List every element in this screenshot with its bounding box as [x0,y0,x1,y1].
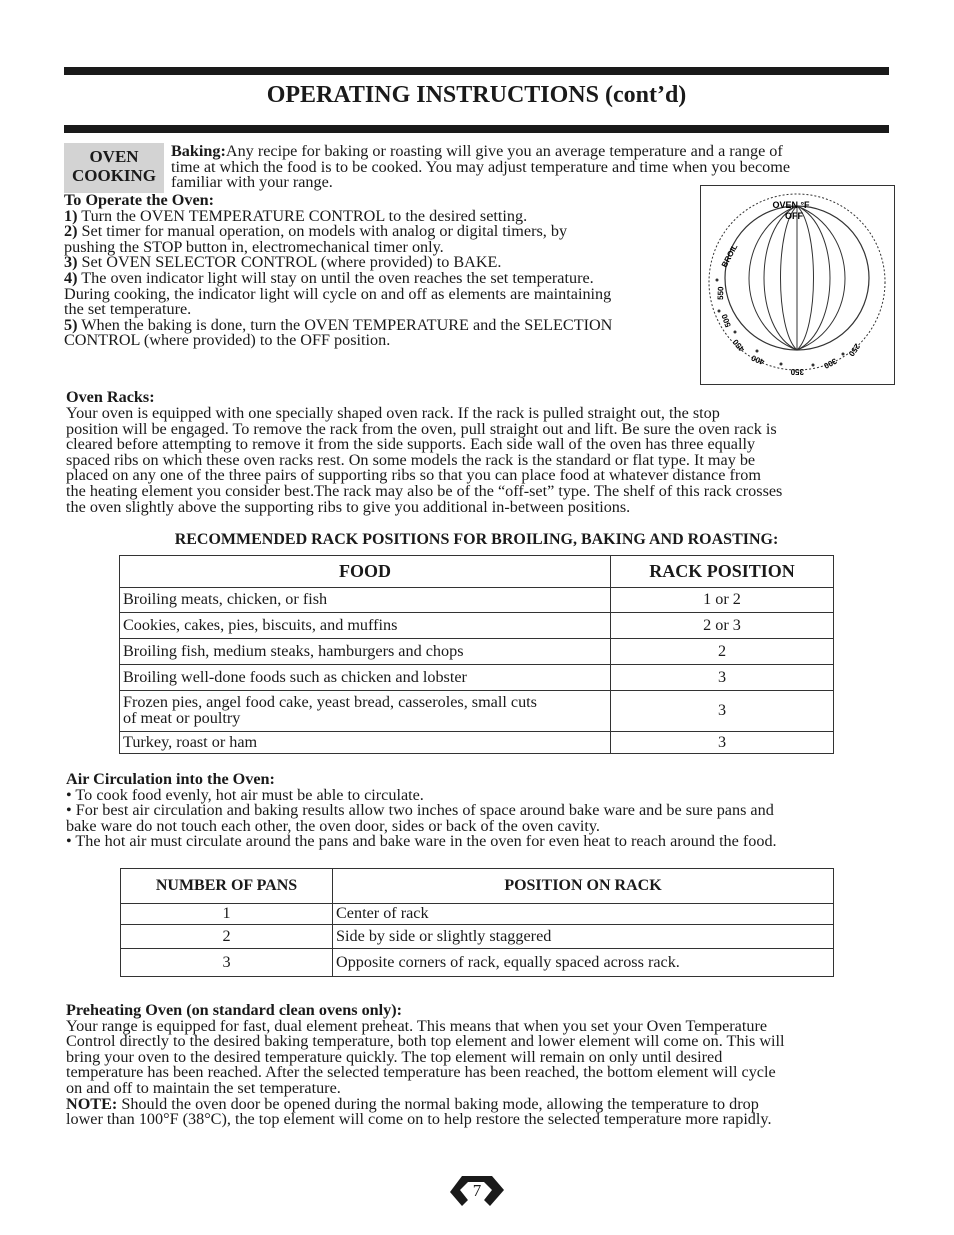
page-number: 7 [472,1181,482,1200]
baking-line: time at which the food is to be cooked. You may adjust temperature and time when you become [171,157,791,176]
operate-section [64,193,612,349]
step-text: the set temperature. [64,300,192,319]
step-number: 4) [64,268,78,287]
oven-racks-line: placed on any one of the three pairs of supporting ribs so that you can place food at whatever distance from [66,466,761,485]
pan-count-cell: 2 [121,925,333,949]
air-line: • For best air circulation and baking results allow two inches of space around bake ware and be sure pans and [66,801,774,820]
rack-table-header-position: RACK POSITION [611,556,834,588]
rack-table-caption: RECOMMENDED RACK POSITIONS FOR BROILING, BAKING AND ROASTING: [174,531,779,548]
oven-racks-heading: Oven Racks: [66,388,155,406]
preheating-section [66,1003,785,1128]
pan-position-cell: Side by side or slightly staggered [333,925,834,949]
baking-paragraph [171,144,790,191]
pan-count-cell: 1 [121,904,333,925]
pans-table-header-position: POSITION ON RACK [333,869,834,904]
preheat-line: bring your oven to the desired temperature quickly. The top element will remain on only until desired [66,1047,723,1066]
table-row [120,613,834,639]
air-line: • To cook food evenly, hot air must be able to circulate. [66,785,424,804]
oven-racks-body [66,406,782,515]
dial-top-label: OVEN °F [772,200,810,210]
pans-table-header-number: NUMBER OF PANS [121,869,333,904]
dial-mark: 350 [790,367,804,376]
note-label: NOTE: [66,1094,118,1113]
oven-cooking-label [64,143,164,193]
note-line: lower than 100°F (38°C), the top element will come on to help restore the selected temperature more rapidly. [66,1110,772,1129]
dial-mark: BROIL [719,242,740,269]
oven-racks-line: the heating element you consider best.The rack may also be of the “off-set” type. The shelf of this rack crosses [66,481,783,500]
step-text: pushing the STOP button in, electromechanical timer only. [64,237,444,256]
food-cell [120,691,611,732]
pan-count-cell: 3 [121,949,333,977]
top-rule [64,67,889,75]
step-text: When the baking is done, turn the OVEN TEMPERATURE and the SELECTION [81,315,613,334]
title-bottom-rule [64,125,889,133]
step-text: The oven indicator light will stay on until the oven reaches the set temperature. [81,268,594,287]
oven-cooking-label-line1: OVEN [89,147,139,166]
dial-mark: 550 [716,286,726,301]
step-text: Set timer for manual operation, on models with analog or digital timers, by [81,222,568,241]
food-cell: Broiling fish, medium steaks, hamburgers and chops [120,639,611,665]
dial-mark: 400 [749,353,766,367]
page-number-badge [448,1172,506,1212]
operate-heading: To Operate the Oven: [64,191,215,209]
step-text: During cooking, the indicator light will cycle on and off as elements are maintaining [64,284,612,303]
food-cell-line: of meat or poultry [123,709,241,727]
air-circulation-section [66,772,777,850]
air-line: • The hot air must circulate around the pans and bake ware in the oven for even heat to reach around the food. [66,832,777,851]
rack-positions-table [119,555,834,754]
pans-table [120,868,834,977]
step-text: Set OVEN SELECTOR CONTROL (where provided) to BAKE. [81,253,502,272]
table-row [121,925,834,949]
step-number: 5) [64,315,78,334]
dial-mark: 500 [719,312,733,329]
oven-dial-svg [701,186,894,384]
food-cell: Broiling meats, chicken, or fish [120,588,611,613]
preheat-line: Control directly to the desired baking temperature, both top element and lower element will come on. This will [66,1032,785,1051]
air-line: bake ware do not touch each other, the oven door, sides or back of the oven cavity. [66,816,600,835]
position-cell: 2 [611,639,834,665]
oven-dial-illustration [700,185,895,385]
step-number: 1) [64,206,78,225]
pan-position-cell: Center of rack [333,904,834,925]
dial-mark: 250 [846,341,862,358]
rack-table-header-food: FOOD [120,556,611,588]
dial-mark: 450 [731,337,747,354]
table-row [120,639,834,665]
baking-line: Any recipe for baking or roasting will give you an average temperature and a range of [225,142,783,160]
oven-racks-line: position will be engaged. To remove the rack from the oven, pull straight out and lift. Be sure the oven rack is [66,419,777,438]
table-row [121,949,834,977]
preheat-heading: Preheating Oven (on standard clean ovens only): [66,1001,403,1019]
baking-line: familiar with your range. [171,173,333,192]
baking-heading: Baking: [171,142,226,160]
table-row [120,588,834,613]
preheat-line: Your range is equipped for fast, dual element preheat. This means that when you set your Oven Temperature [66,1016,768,1035]
table-row [120,732,834,754]
position-cell: 3 [611,691,834,732]
dial-off-label: OFF [785,211,803,221]
step-text: Turn the OVEN TEMPERATURE CONTROL to the desired setting. [81,206,528,225]
preheat-line: on and off to maintain the set temperature. [66,1078,341,1097]
table-row [120,691,834,732]
note-line: Should the oven door be opened during the normal baking mode, allowing the temperature to drop [117,1094,759,1113]
step-text: CONTROL (where provided) to the OFF position. [64,331,391,350]
position-cell: 2 or 3 [611,613,834,639]
food-cell-line: Frozen pies, angel food cake, yeast bread, casseroles, small cuts [123,693,537,712]
step-number: 3) [64,253,78,272]
food-cell: Turkey, roast or ham [120,732,611,754]
table-row [120,665,834,691]
air-heading: Air Circulation into the Oven: [66,770,275,788]
oven-racks-line: cleared before attempting to remove it from the side supports. Each side wall of the oven has three equally [66,435,756,454]
table-row [121,904,834,925]
position-cell: 1 or 2 [611,588,834,613]
preheat-line: temperature has been reached. After the selected temperature has been reached, the bottom element will cycle [66,1063,776,1082]
oven-racks-line: spaced ribs on which these oven racks rest. On some models the rack is the standard or flat type. It may be [66,450,756,469]
dial-mark: 300 [822,356,839,371]
food-cell: Broiling well-done foods such as chicken and lobster [120,665,611,691]
pan-position-cell: Opposite corners of rack, equally spaced across rack. [333,949,834,977]
position-cell: 3 [611,732,834,754]
step-number: 2) [64,222,78,241]
oven-racks-line: the oven slightly above the supporting ribs to give you additional in-between positions. [66,497,631,516]
page-title: OPERATING INSTRUCTIONS (cont’d) [266,82,687,108]
food-cell: Cookies, cakes, pies, biscuits, and muffins [120,613,611,639]
position-cell: 3 [611,665,834,691]
oven-racks-line: Your oven is equipped with one specially shaped oven rack. If the rack is pulled straight out, the stop [66,404,720,422]
oven-cooking-label-line2: COOKING [71,166,157,185]
